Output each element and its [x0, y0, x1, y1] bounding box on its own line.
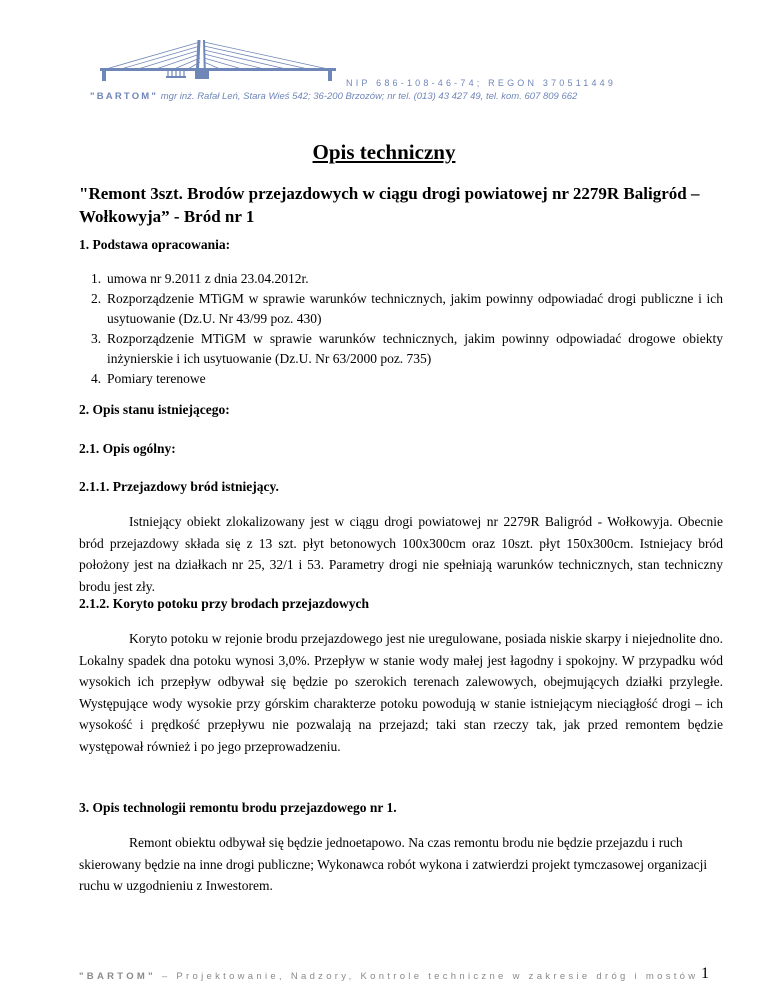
footer-text: [79, 971, 698, 982]
header-nip-regon: NIP 686-108-46-74; REGON 370511449: [346, 78, 617, 88]
section-2-1-1-paragraph: Istniejący obiekt zlokalizowany jest w ciągu drogi powiatowej nr 2279R Baligród - Wołkowyja. Obecnie bród przejazdowy składa się z 13 szt. płyt betonowych 100x300cm oraz 10szt. płyt 150x300cm. Istniejacy bród położony jest na działkach nr 25, 32/1 i 53. Parametry drogi nie spełniają warunków technicznych, stan techniczny brodu jest zły.: [79, 514, 723, 594]
page-number: 1: [701, 965, 709, 982]
footer-description: – Projektowanie, Nadzory, Kontrole techniczne w zakresie dróg i mostów: [155, 971, 699, 982]
bridge-logo-icon: [96, 38, 340, 98]
list-item: 2. Rozporządzenie MTiGM w sprawie warunków technicznych, jakim powinny odpowiadać drogi publiczne i ich usytuowanie (Dz.U. Nr 43/99 poz. 430): [91, 291, 723, 326]
section-3-paragraph: Remont obiektu odbywał się będzie jednoetapowo. Na czas remontu brodu nie będzie przejazdu i ruch skierowany będzie na inne drogi publiczne; Wykonawca robót wykona i zatwierdzi projekt tymczasowej organizacji ruchu w uzgodnieniu z Inwestorem.: [79, 835, 708, 893]
section-3-heading: 3. Opis technologii remontu brodu przejazdowego nr 1.: [79, 800, 397, 815]
footer-brand: "BARTOM": [79, 971, 156, 982]
header-address: [90, 91, 577, 102]
header-address-text: mgr inż. Rafał Leń, Stara Wieś 542; 36-200 Brzozów; nr tel. (013) 43 427 49, tel. kom. 607 809 662: [160, 91, 578, 102]
document-subtitle: "Remont 3szt. Brodów przejazdowych w ciągu drogi powiatowej nr 2279R Baligród – Wołkowyja” - Bród nr 1: [79, 184, 700, 226]
page-title: Opis techniczny: [312, 140, 456, 164]
list-item: 1. umowa nr 9.2011 z dnia 23.04.2012r.: [91, 271, 309, 286]
section-2-1-heading: 2.1. Opis ogólny:: [79, 441, 176, 456]
header-brand: "BARTOM": [90, 91, 159, 102]
section-2-1-2-heading: 2.1.2. Koryto potoku przy brodach przejazdowych: [79, 596, 369, 611]
section-1-heading: 1. Podstawa opracowania:: [79, 237, 231, 252]
section-1-list: [79, 269, 723, 389]
list-item: 4. Pomiary terenowe: [91, 371, 206, 386]
section-2-1-2-paragraph: Koryto potoku w rejonie brodu przejazdowego jest nie uregulowane, posiada niskie skarpy i niejednolite dno. Lokalny spadek dna potoku wynosi 3,0%. Przepływ w stanie wody małej jest łagodny i spokojny. W przypadku wód wysokich ich przepływ odbywał się będzie po szerokich terenach zalewowych, obejmujących działki przyległe. Występujące wody wysokie przy górskim charakterze potoku powodują w stanie istniejącym nieciągłość drogi – ich wysokość i prędkość przepływu nie pozwalają na przejazd; taki stan rzeczy tak, jak przed remontem będzie występował również i po jego przeprowadzeniu.: [79, 631, 723, 754]
section-2-heading: 2. Opis stanu istniejącego:: [79, 402, 230, 417]
list-item: 3. Rozporządzenie MTiGM w sprawie warunków technicznych, jakim powinny odpowiadać drogowe obiekty inżynierskie i ich usytuowanie (Dz.U. Nr 63/2000 poz. 735): [91, 331, 723, 366]
section-2-1-1-heading: 2.1.1. Przejazdowy bród istniejący.: [79, 479, 279, 494]
